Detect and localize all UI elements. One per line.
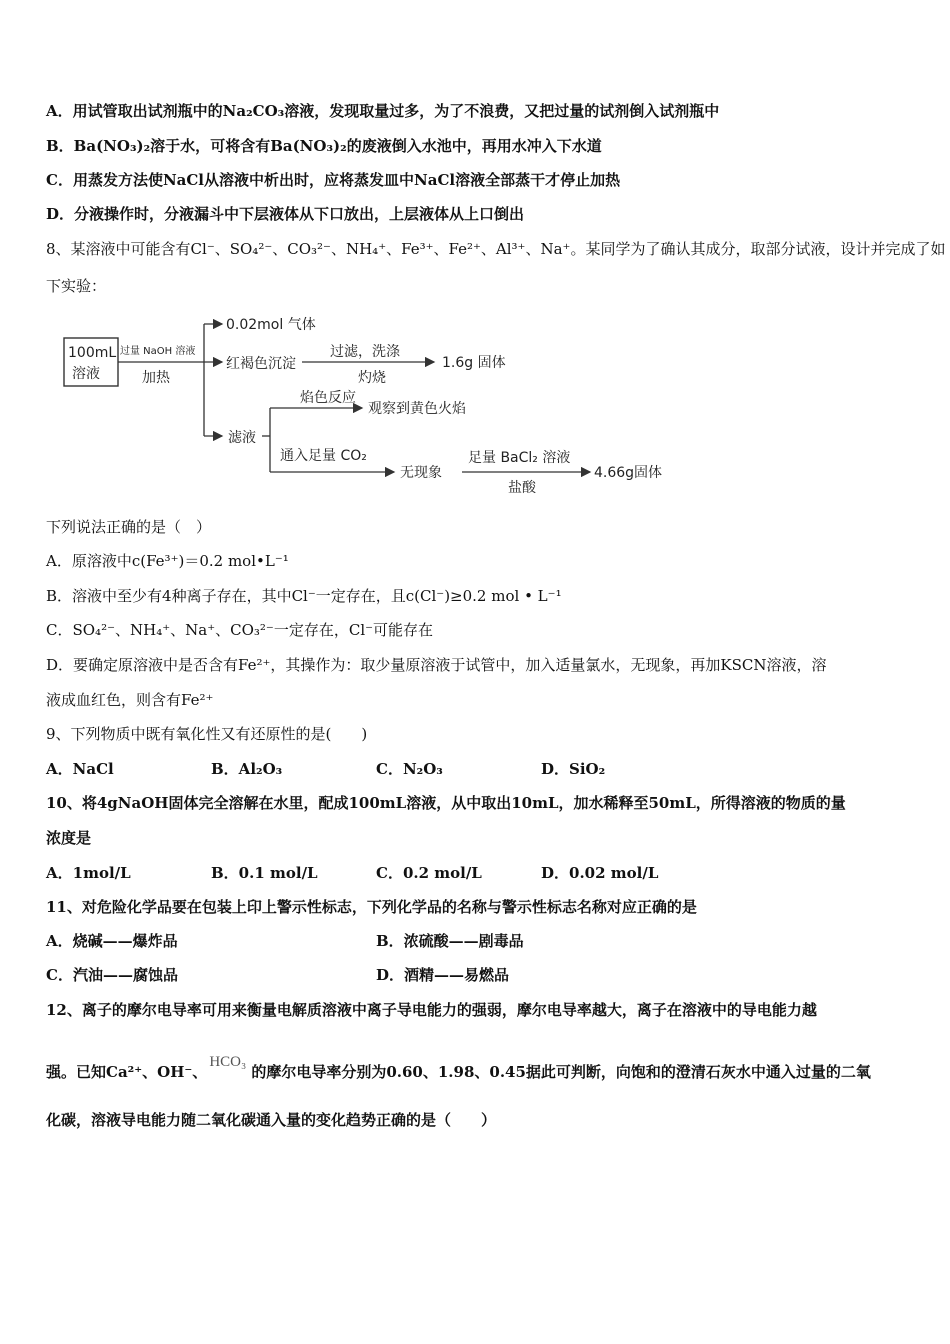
- co2-label: 通入足量 CO₂: [280, 448, 367, 464]
- hco3-image: [207, 1054, 251, 1082]
- start-label-2: 溶液: [72, 366, 100, 382]
- precip-label: 红褐色沉淀: [226, 356, 296, 372]
- q11-options-row1: [46, 931, 910, 951]
- q11-option-d: D．酒精——易燃品: [376, 966, 510, 984]
- q10-options: [46, 863, 910, 883]
- q10-option-d: D．0.02 mol/L: [541, 864, 659, 882]
- q11-options-row2: [46, 965, 910, 985]
- q10-option-a: A．1mol/L: [46, 864, 131, 882]
- q8-option-b: B．溶液中至少有4种离子存在，其中Cl⁻一定存在，且c(Cl⁻)≥0.2 mol • L⁻¹: [46, 587, 562, 605]
- q11-option-b: B．浓硫酸——剧毒品: [376, 932, 524, 950]
- q9-options: [46, 759, 910, 779]
- q12-stem-part-a: 强。已知Ca²⁺、OH⁻、: [46, 1063, 208, 1081]
- q12-stem-part-b: 的摩尔电导率分别为0.60、1.98、0.45据此可判断，向饱和的澄清石灰水中通入过量的二氧: [251, 1063, 871, 1081]
- q9-stem: 9、下列物质中既有氧化性又有还原性的是( ): [46, 725, 368, 743]
- q8-stem-cont: 下实验：: [46, 277, 107, 295]
- start-label-1: 100mL: [68, 345, 117, 361]
- solid2-label: 4.66g固体: [594, 465, 663, 481]
- q11-option-c: C．汽油——腐蚀品: [46, 966, 178, 984]
- solid1-label: 1.6g 固体: [442, 355, 506, 371]
- flame-test-label: 焰色反应: [300, 390, 356, 406]
- q8-option-c: C．SO₄²⁻、NH₄⁺、Na⁺、CO₃²⁻一定存在，Cl⁻可能存在: [46, 621, 434, 639]
- q10-stem: 10、将4gNaOH固体完全溶解在水里，配成100mL溶液，从中取出10mL，加水稀释至50mL，所得溶液的物质的量: [46, 794, 846, 812]
- burn-label: 灼烧: [358, 370, 386, 386]
- q10-stem-cont: 浓度是: [46, 829, 92, 847]
- q12-stem-line2: [46, 1054, 910, 1082]
- filter-wash-label: 过滤，洗涤: [330, 344, 400, 360]
- q7-option-a: A．用试管取出试剂瓶中的Na₂CO₃溶液，发现取量过多，为了不浪费，又把过量的试剂倒入试剂瓶中: [46, 102, 720, 120]
- q8-option-d-cont: 液成血红色，则含有Fe²⁺: [46, 691, 214, 709]
- bacl2-label: 足量 BaCl₂ 溶液: [468, 450, 571, 466]
- q7-option-d: D．分液操作时，分液漏斗中下层液体从下口放出，上层液体从上口倒出: [46, 205, 525, 223]
- q9-option-c: C．N₂O₃: [376, 760, 443, 778]
- gas-label: 0.02mol 气体: [226, 317, 316, 333]
- q8-option-d: D．要确定原溶液中是否含有Fe²⁺，其操作为：取少量原溶液于试管中，加入适量氯水，无现象，再加KSCN溶液，溶: [46, 656, 827, 674]
- q8-option-a: A．原溶液中c(Fe³⁺)＝0.2 mol•L⁻¹: [46, 552, 289, 570]
- flame-result-label: 观察到黄色火焰: [368, 401, 466, 417]
- q9-option-b: B．Al₂O₃: [211, 760, 283, 778]
- q7-option-b: B．Ba(NO₃)₂溶于水，可将含有Ba(NO₃)₂的废液倒入水池中，再用水冲入下水道: [46, 137, 602, 155]
- q12-stem: 12、离子的摩尔电导率可用来衡量电解质溶液中离子导电能力的强弱，摩尔电导率越大，离子在溶液中的导电能力越: [46, 1001, 817, 1019]
- q8-flow-diagram: [62, 310, 702, 502]
- reagent-label: 过量 NaOH 溶液: [120, 346, 196, 357]
- hcl-label: 盐酸: [508, 480, 536, 496]
- q11-option-a: A．烧碱——爆炸品: [46, 932, 178, 950]
- q8-stem: 8、某溶液中可能含有Cl⁻、SO₄²⁻、CO₃²⁻、NH₄⁺、Fe³⁺、Fe²⁺、Al³⁺、Na⁺。某同学为了确认其成分，取部分试液，设计并完成了如: [46, 240, 946, 258]
- q12-stem-line3: 化碳，溶液导电能力随二氧化碳通入量的变化趋势正确的是（ ）: [46, 1111, 497, 1129]
- filtrate-label: 滤液: [228, 430, 256, 446]
- no-change-label: 无现象: [400, 465, 442, 481]
- q7-option-c: C．用蒸发方法使NaCl从溶液中析出时，应将蒸发皿中NaCl溶液全部蒸干才停止加热: [46, 171, 621, 189]
- q9-option-a: A．NaCl: [46, 760, 114, 778]
- q10-option-b: B．0.1 mol/L: [211, 864, 318, 882]
- q8-question: 下列说法正确的是（ ）: [46, 518, 212, 536]
- heat-label: 加热: [142, 370, 170, 386]
- q11-stem: 11、对危险化学品要在包装上印上警示性标志，下列化学品的名称与警示性标志名称对应正确的是: [46, 898, 697, 916]
- hco3-label: HCO₃: [209, 1054, 247, 1070]
- q10-option-c: C．0.2 mol/L: [376, 864, 482, 882]
- q9-option-d: D．SiO₂: [541, 760, 606, 778]
